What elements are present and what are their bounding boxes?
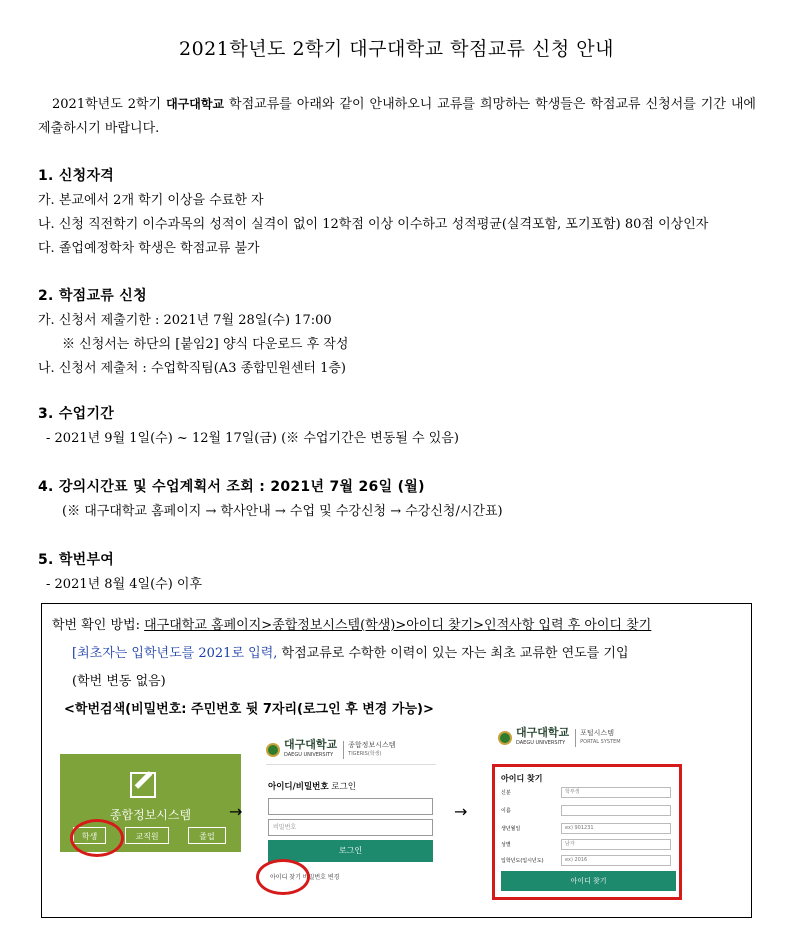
find-id-panel — [492, 724, 732, 899]
section-line: 가. 신청서 제출기한 : 2021년 7월 28일(수) 17:00 — [38, 313, 332, 328]
section-line: 나. 신청 직전학기 이수과목의 성적이 실격이 없이 12학점 이상 이수하고 성적평균(실격포함, 포기포함) 80점 이상인자 — [38, 217, 709, 232]
university-logo — [266, 740, 395, 760]
logo-name: 대구대학교 — [516, 726, 570, 739]
section-heading: 5. 학번부여 — [38, 552, 115, 568]
section-line: 다. 졸업예정학차 학생은 학점교류 불가 — [38, 241, 260, 256]
guide-subtitle: <학번검색(비밀번호: 주민번호 뒷 7자리(로그인 후 변경 가능)> — [64, 702, 434, 717]
pencil-icon — [130, 772, 156, 798]
section-line: - 2021년 8월 4일(수) 이후 — [46, 577, 203, 592]
student-button[interactable]: 학생 — [73, 827, 106, 844]
alumni-button[interactable]: 졸업 — [188, 827, 226, 844]
section-application — [38, 285, 768, 381]
divider — [266, 764, 436, 765]
seal-icon — [266, 743, 280, 757]
guide-blue-note: [최초자는 입학년도를 2021로 입력, — [72, 646, 278, 661]
login-title — [268, 780, 356, 792]
section-heading: 4. 강의시간표 및 수업계획서 조회 : 2021년 7월 26일 (월) — [38, 479, 425, 495]
logo-sub: 포털시스템 — [580, 729, 614, 737]
arrow-icon: → — [454, 802, 468, 821]
find-id-heading: 아이디 찾기 — [501, 774, 543, 783]
logo-sub-en: PORTAL SYSTEM — [580, 739, 621, 745]
find-id-form-highlight — [492, 764, 682, 900]
section-line: 가. 본교에서 2개 학기 이상을 수료한 자 — [38, 193, 264, 208]
university-logo — [498, 728, 621, 748]
section-timetable — [38, 476, 768, 524]
intro-paragraph — [38, 92, 756, 141]
name-input[interactable] — [561, 805, 671, 816]
status-select[interactable]: 학부생 — [561, 787, 671, 798]
student-id-guide-box — [41, 603, 752, 918]
system-title: 종합정보시스템 — [109, 808, 192, 822]
find-id-button[interactable]: 아이디 찾기 — [501, 871, 676, 891]
field-label: 이름 — [501, 808, 511, 814]
admission-year-input[interactable]: ex) 2016 — [561, 855, 671, 866]
id-input[interactable] — [268, 798, 433, 815]
login-title-rest: 로그인 — [328, 782, 356, 792]
field-label: 생년월일 — [501, 826, 521, 832]
intro-text-1: 2021학년도 2학기 — [52, 97, 167, 112]
section-line: - 2021년 9월 1일(수) ~ 12월 17일(금) (※ 수업기간은 변동될 수 있음) — [46, 431, 459, 446]
find-id-link[interactable]: 아이디 찾기 비밀번호 변경 — [270, 874, 340, 881]
logo-sub-en: TIGERIS(학생) — [348, 751, 382, 757]
login-button[interactable]: 로그인 — [268, 840, 433, 862]
section-heading: 2. 학점교류 신청 — [38, 288, 147, 304]
section-period — [38, 403, 768, 451]
logo-sub: 종합정보시스템 — [348, 741, 396, 749]
logo-name: 대구대학교 — [284, 738, 338, 751]
section-line: (※ 대구대학교 홈페이지 → 학사안내 → 수업 및 수강신청 → 수강신청/시간표) — [62, 504, 503, 519]
guide-prefix: 학번 확인 방법: — [52, 618, 145, 633]
guide-line-1 — [52, 614, 651, 633]
gender-select[interactable]: 남자 — [561, 839, 671, 850]
seal-icon — [498, 731, 512, 745]
intro-school: 대구대학교 — [166, 97, 225, 111]
highlight-circle — [70, 819, 124, 857]
guide-note: 학점교류로 수학한 이력이 있는 자는 최초 교류한 연도를 기입 — [277, 646, 629, 661]
arrow-icon: → — [229, 802, 243, 821]
highlight-circle — [256, 859, 310, 895]
section-line: 나. 신청서 제출처 : 수업학직팀(A3 종합민원센터 1층) — [38, 361, 346, 376]
login-title-bold: 아이디/비밀번호 — [268, 782, 329, 792]
logo-en: DAEGU UNIVERSITY — [284, 752, 334, 758]
page-title: 2021학년도 2학기 대구대학교 학점교류 신청 안내 — [178, 38, 614, 60]
guide-line-3: (학번 변동 없음) — [72, 674, 166, 689]
staff-button[interactable]: 교직원 — [125, 827, 169, 844]
password-input[interactable]: 비밀번호 — [268, 819, 433, 836]
field-label: 신분 — [501, 790, 511, 796]
logo-en: DAEGU UNIVERSITY — [516, 740, 566, 746]
birthdate-input[interactable]: ex) 901231 — [561, 823, 671, 834]
field-label: 입학년도(입시년도) — [501, 858, 544, 864]
section-heading: 3. 수업기간 — [38, 406, 115, 422]
section-heading: 1. 신청자격 — [38, 168, 115, 184]
guide-path: 대구대학교 홈페이지>종합정보시스템(학생)>아이디 찾기>인적사항 입력 후 아이디 찾기 — [144, 618, 652, 633]
guide-line-2 — [72, 642, 629, 661]
section-eligibility — [38, 165, 768, 261]
field-label: 성별 — [501, 842, 511, 848]
section-student-id — [38, 549, 768, 597]
section-line: ※ 신청서는 하단의 [붙임2] 양식 다운로드 후 작성 — [62, 337, 349, 352]
intro-text-2: 학점교류를 아래와 같이 안내하오니 교류를 희망하는 학생들은 학점교류 신청서를 기간 내에 제출하시기 바랍니다. — [38, 97, 756, 136]
